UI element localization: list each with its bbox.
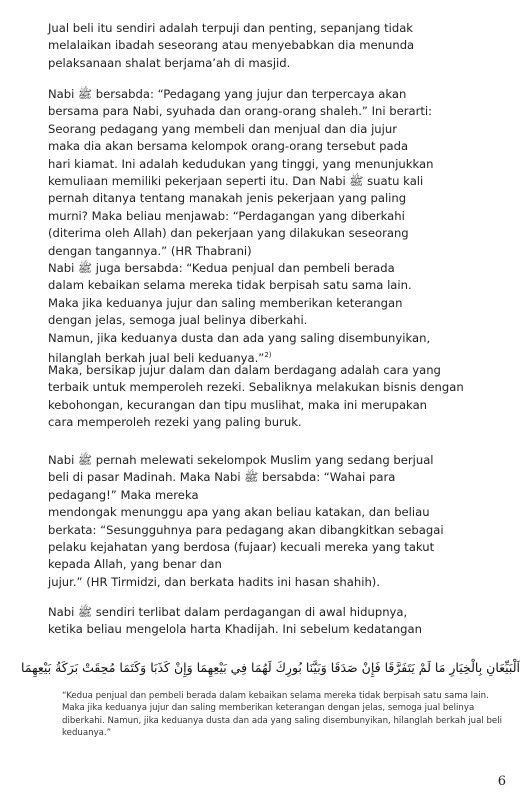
text-line: Maka jika keduanya jujur dan saling memberikan keterangan bbox=[48, 295, 403, 310]
text-line: Nabi ﷺ sendiri terlibat dalam perdagangan di awal hidupnya, bbox=[48, 605, 408, 619]
text-line: hari kiamat. Ini adalah kedudukan yang tinggi, yang menunjukkan bbox=[48, 156, 434, 171]
paragraph bbox=[48, 604, 496, 639]
paragraph bbox=[48, 452, 496, 591]
text-line: cara memperoleh rezeki yang paling buruk. bbox=[48, 415, 302, 430]
text-line: pedagang!” Maka mereka bbox=[48, 487, 199, 502]
text-line: pernah ditanya tentang manakah jenis pekerjaan yang paling bbox=[48, 191, 407, 206]
page-number: 6 bbox=[497, 774, 506, 789]
text-line: hilanglah berkah jual beli keduanya.”$^{2)}$ bbox=[48, 350, 272, 365]
text-line: Namun, jika keduanya dusta dan ada yang saling disembunyikan, bbox=[48, 330, 431, 345]
text-line: Maka, bersikap jujur dalam dan dalam berdagang adalah cara yang bbox=[48, 363, 441, 377]
arabic-hadith: اَلْبَيِّعَانِ بِالْخِيَارِ مَا لَمْ يَتَفَرَّقَا فَإِنْ صَدَقَا وَبَيَّنَا بُورِكَ لَهُمَا فِي بَيْعِهِمَا وَإِنْ كَذَبَا وَكَتَمَا مُحِقَتْ بَرَكَةُ بَيْعِهِمَا bbox=[21, 660, 520, 675]
text-line: kebohongan, kecurangan dan tipu muslihat, maka ini merupakan bbox=[48, 397, 428, 412]
text-line: Nabi ﷺ juga bersabda: “Kedua penjual dan pembeli berada bbox=[48, 261, 395, 275]
text-line: terbaik untuk memperoleh rezeki. Sebaliknya melakukan bisnis dengan bbox=[48, 380, 464, 395]
paragraph bbox=[48, 260, 496, 367]
text-line: pelaku kejahatan yang berdosa (fujaar) kecuali mereka yang takut bbox=[48, 540, 435, 555]
paragraph bbox=[48, 86, 496, 260]
text-line: pelaksanaan shalat berjama’ah di masjid. bbox=[48, 55, 291, 70]
text-line: melalaikan ibadah seseorang atau menyebabkan dia menunda bbox=[48, 38, 415, 53]
text-line: bersama para Nabi, syuhada dan orang-orang shaleh.” Ini berarti: bbox=[48, 104, 433, 119]
text-line: maka dia akan bersama kelompok orang-orang tersebut pada bbox=[48, 139, 409, 154]
text-line: murni? Maka beliau menjawab: “Perdagangan yang diberkahi bbox=[48, 208, 405, 223]
text-line: dengan tangannya.” (HR Thabrani) bbox=[48, 243, 252, 258]
footnote-marker: 2) bbox=[264, 351, 272, 360]
text-line: Nabi ﷺ bersabda: “Pedagang yang jujur dan terpercaya akan bbox=[48, 87, 407, 101]
text-line: berkata: “Sesungguhnya para pedagang akan dibangkitkan sebagai bbox=[48, 522, 444, 537]
text-line: Seorang pedagang yang membeli dan menjual dan dia jujur bbox=[48, 121, 397, 136]
text-line: ketika beliau mengelola harta Khadijah. Ini sebelum kedatangan bbox=[48, 622, 422, 637]
text-line: beli di pasar Madinah. Maka Nabi ﷺ bersabda: “Wahai para bbox=[48, 470, 396, 485]
text-line: Jual beli itu sendiri adalah terpuji dan penting, sepanjang tidak bbox=[48, 21, 414, 35]
text-line: kepada Allah, yang benar dan bbox=[48, 557, 222, 572]
text-line: (diterima oleh Allah) dan pekerjaan yang dilakukan seseorang bbox=[48, 226, 409, 241]
text-line: dalam kebaikan selama mereka tidak berpisah satu sama lain. bbox=[48, 278, 412, 293]
text-line: dengan jelas, semoga jual belinya diberkahi. bbox=[48, 313, 308, 328]
text-line: Nabi ﷺ pernah melewati sekelompok Muslim yang sedang berjual bbox=[48, 453, 434, 467]
footnote: “Kedua penjual dan pembeli berada dalam kebaikan selama mereka tidak berpisah satu sama lain. Maka jika keduanya jujur dan saling memberikan keterangan dengan jelas, semoga jual belinya diberkahi. Namun, jika keduanya dusta dan ada yang saling disembunyikan, hilanglah berkah jual beli keduanya.” bbox=[62, 691, 502, 739]
text-line: mendongak menunggu apa yang akan beliau katakan, dan beliau bbox=[48, 505, 430, 520]
text-line: kemuliaan memiliki pekerjaan seperti itu. Dan Nabi ﷺ suatu kali bbox=[48, 174, 424, 189]
paragraph bbox=[48, 362, 496, 432]
paragraph bbox=[48, 20, 496, 72]
text-line: jujur.” (HR Tirmidzi, dan berkata hadits ini hasan shahih). bbox=[48, 574, 380, 589]
